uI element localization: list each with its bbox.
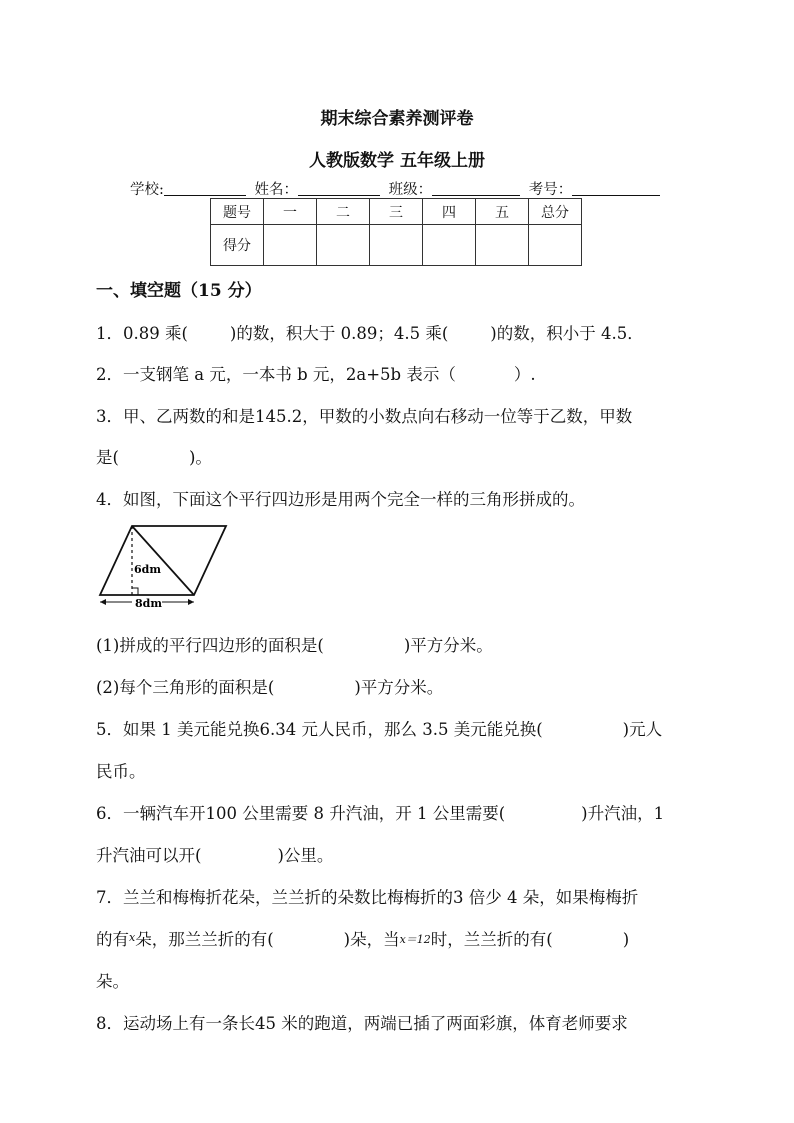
score-cell[interactable] [476,225,529,266]
exam-no-blank[interactable] [572,180,660,196]
q1-text-b: )的数，积大于 0.89；4.5 乘( [229,324,449,343]
parallelogram-figure [94,520,234,612]
score-header-cell: 题号 [211,199,264,225]
question-7-line-3: 朵。 [96,972,129,991]
question-4-sub-2 [96,674,443,698]
q4-sub1-text-a: (1)拼成的平行四边形的面积是( [96,636,324,655]
height-label: 6dm [134,563,161,576]
question-4-sub-1 [96,632,493,656]
school-label: 学校: [130,182,164,198]
arrow-right-icon [188,599,194,605]
question-2 [96,361,536,385]
question-5-line-1 [96,716,662,740]
score-cell[interactable] [317,225,370,266]
exam-subtitle: 人教版数学 五年级上册 [309,151,485,171]
score-cell[interactable] [423,225,476,266]
class-label: 班级： [388,182,433,198]
q7-text-d: 时，兰兰折的有( [430,930,553,949]
student-info-row [130,178,660,199]
base-label: 8dm [135,597,162,610]
q5-text-a: 5．如果 1 美元能兑换6.34 元人民币，那么 3.5 美元能兑换( [96,720,543,739]
question-6-line-2 [96,842,333,866]
q3-text-b: )。 [188,448,212,467]
q4-sub2-text-b: )平方分米。 [354,678,444,697]
q6-text-b: )升汽油，1 [581,804,665,823]
name-blank[interactable] [298,180,380,196]
q6-text-c: 升汽油可以开( [96,846,202,865]
q4-sub2-text-a: (2)每个三角形的面积是( [96,678,275,697]
exam-title: 期末综合素养测评卷 [320,109,474,129]
score-cell[interactable] [370,225,423,266]
q7-text-e: ) [622,930,630,949]
score-header-cell: 四 [423,199,476,225]
score-cell[interactable] [264,225,317,266]
q7-text-c: )朵，当 [343,930,400,949]
question-3-line-2 [96,444,212,468]
q6-text-a: 6．一辆汽车开100 公里需要 8 升汽油，开 1 公里需要( [96,804,506,823]
question-1 [96,320,644,344]
diagonal-line [132,526,194,595]
score-header-cell: 二 [317,199,370,225]
right-angle-mark [132,588,138,595]
exam-no-label: 考号： [528,182,573,198]
score-cell[interactable] [529,225,582,266]
q7-variable: x [129,931,136,944]
q2-text-b: ）. [513,365,536,384]
q7-equation: x＝12 [399,933,431,946]
name-label: 姓名： [254,182,298,198]
q4-sub1-text-b: )平方分米。 [403,636,493,655]
score-row-label: 得分 [211,225,264,266]
q1-text-c: )的数，积小于 4.5． [490,324,644,343]
score-header-cell: 五 [476,199,529,225]
q7-text-b: 朵，那兰兰折的有( [135,930,274,949]
arrow-left-icon [100,599,106,605]
class-blank[interactable] [432,180,520,196]
score-header-cell: 总分 [529,199,582,225]
question-5-line-2: 民币。 [96,762,146,781]
q3-text-a: 是( [96,448,119,467]
score-table [210,198,582,266]
q7-text-a: 的有 [96,930,129,949]
question-8-line-1: 8．运动场上有一条长45 米的跑道，两端已插了两面彩旗，体育老师要求 [96,1014,628,1033]
q5-text-b: )元人 [622,720,663,739]
question-7-line-2 [96,926,629,950]
q6-text-d: )公里。 [277,846,334,865]
q1-text-a: 1．0.89 乘( [96,324,188,343]
question-3-line-1: 3．甲、乙两数的和是145.2，甲数的小数点向右移动一位等于乙数，甲数 [96,407,633,426]
question-4-stem: 4．如图，下面这个平行四边形是用两个完全一样的三角形拼成的。 [96,490,585,509]
question-6-line-1 [96,800,664,824]
school-blank[interactable] [164,180,246,196]
score-header-cell: 三 [370,199,423,225]
section-title: 一、填空题（15 分） [96,281,262,301]
q2-text-a: 2．一支钢笔 a 元，一本书 b 元，2a+5b 表示（ [96,365,456,384]
question-7-line-1: 7．兰兰和梅梅折花朵，兰兰折的朵数比梅梅折的3 倍少 4 朵，如果梅梅折 [96,888,639,907]
score-header-cell: 一 [264,199,317,225]
